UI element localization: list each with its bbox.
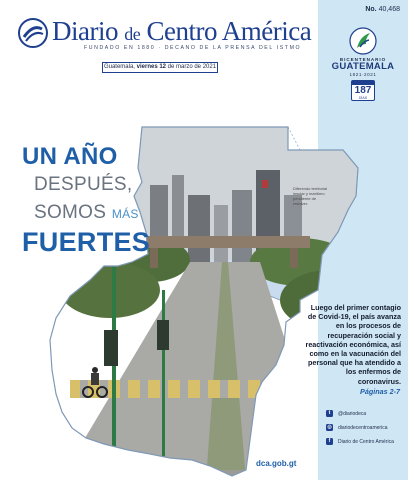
social-facebook[interactable]: f Diario de Centro América <box>326 438 406 445</box>
dateline: Guatemala, viernes 12 de marzo de 2021 <box>102 62 218 73</box>
calendar-footer: DÍAS <box>358 96 368 100</box>
story-summary: Luego del primer contagio de Covid-19, el país avanza en los procesos de recuperación social y reactivación económica, así como en la vacunación del personal que ha atendido a los enfermos de coronavirus. <box>305 303 401 386</box>
masthead-title: Diario de Centro América <box>52 16 312 46</box>
headline-line-1: UN AÑO <box>22 143 118 170</box>
twitter-icon: t <box>326 410 333 417</box>
pages-link[interactable]: Páginas 2-7 <box>360 387 400 396</box>
headline-line-3: SOMOS MÁS <box>34 202 139 223</box>
calendar-number: 187 <box>354 85 372 96</box>
website-link[interactable]: dca.gob.gt <box>256 459 297 468</box>
headline-line-2: DESPUÉS, <box>34 174 133 195</box>
masthead-tagline: FUNDADO EN 1880 · DECANO DE LA PRENSA DEL ISTMO <box>84 45 302 51</box>
instagram-icon: ◎ <box>327 424 332 430</box>
headline-line-4: FUERTES <box>22 227 151 257</box>
social-twitter[interactable]: t @diariodeca <box>326 410 406 417</box>
bicentennial-years: 1821·2021 <box>349 72 377 77</box>
facebook-icon: f <box>326 438 333 445</box>
bicentennial-country: GUATEMALA <box>331 61 395 72</box>
map-territory-note: Diferendo territorial insular y marítimo pendiente de resolver. <box>293 186 328 206</box>
bicentennial-label: BICENTENARIO <box>339 57 387 62</box>
issue-number: No. 40,468 <box>365 6 400 13</box>
social-instagram[interactable]: ◎ diariodecentroamerica <box>327 424 388 431</box>
